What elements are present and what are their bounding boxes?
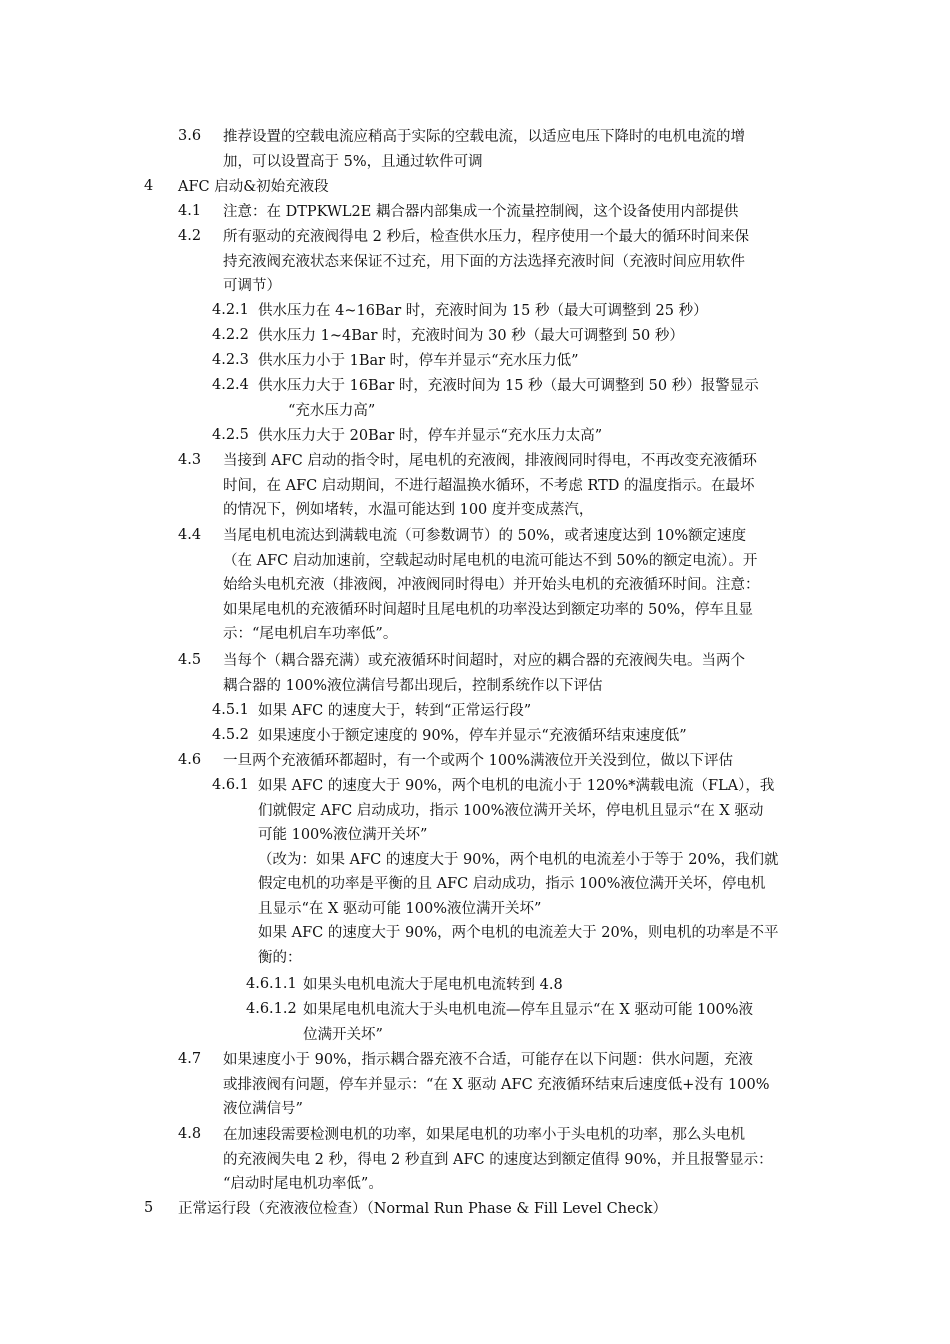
text-line: 可能 100%液位满开关坏”	[258, 827, 428, 843]
text-line: （在 AFC 启动加速前，空载起动时尾电机的电流可能达不到 50%的额定电流）。开	[223, 552, 758, 569]
item-number: 4.8	[178, 1126, 202, 1142]
item-number: 4.1	[178, 203, 202, 219]
item-text	[223, 200, 738, 225]
text-line: 如果尾电机电流大于头电机电流—停车且显示“在 X 驱动可能 100%液	[303, 1002, 754, 1018]
item-text	[223, 524, 760, 647]
text-line: 的情况下，例如堵转，水温可能达到 100 度并变成蒸汽，	[223, 502, 594, 518]
text-line: 持充液阀充液状态来保证不过充，用下面的方法选择充液时间（充液时间应用软件	[223, 253, 745, 270]
text-line: 位满开关坏”	[303, 1026, 383, 1043]
item-number: 4.5.2	[212, 727, 249, 743]
item-text	[258, 374, 759, 423]
text-line: 或排液阀有问题，停车并显示：“在 X 驱动 AFC 充液循环结束后速度低+没有 100%	[223, 1076, 770, 1093]
item-number: 4.6	[178, 752, 202, 768]
text-line: 如果 AFC 的速度大于 90%，两个电机的电流小于 120%*满载电流（FLA），我	[258, 778, 775, 794]
item-text	[303, 998, 753, 1047]
text-line: “充水压力高”	[288, 402, 376, 419]
item-number: 4.7	[178, 1051, 202, 1067]
text-line: 注意：在 DTPKWL2E 耦合器内部集成一个流量控制阀，这个设备使用内部提供	[223, 204, 739, 220]
item-number: 4.6.1.1	[246, 976, 297, 992]
text-line: 加，可以设置高于 5%，且通过软件可调	[223, 153, 483, 170]
item-text	[223, 1048, 770, 1122]
item-text	[258, 299, 708, 324]
item-number: 4.2.1	[212, 302, 249, 318]
item-text	[223, 1123, 773, 1197]
text-line: 如果速度小于 90%，指示耦合器充液不合适，可能存在以下问题：供水问题，充液	[223, 1052, 753, 1068]
text-line: 供水压力大于 20Bar 时，停车并显示“充水压力太高”	[258, 428, 603, 444]
item-text	[223, 749, 733, 774]
item-text	[223, 449, 757, 523]
text-line: 们就假定 AFC 启动成功，指示 100%液位满开关坏，停电机且显示“在 X 驱动	[258, 802, 764, 819]
item-text	[258, 349, 579, 374]
item-number: 4.6.1.2	[246, 1001, 297, 1017]
text-line: 时间，在 AFC 启动期间，不进行超温换水循环，不考虑 RTD 的温度指示。在最坏	[223, 477, 755, 494]
item-number: 4.2	[178, 228, 202, 244]
item-number: 4.2.3	[212, 352, 249, 368]
text-line: 当尾电机电流达到满载电流（可参数调节）的 50%，或者速度达到 10%额定速度	[223, 528, 747, 544]
item-number: 4.3	[178, 452, 202, 468]
text-line: 所有驱动的充液阀得电 2 秒后，检查供水压力，程序使用一个最大的循环时间来保	[223, 229, 749, 245]
text-line: 在加速段需要检测电机的功率，如果尾电机的功率小于头电机的功率，那么头电机	[223, 1127, 745, 1143]
item-number: 4.2.2	[212, 327, 249, 343]
text-line: 衡的：	[258, 949, 302, 966]
item-text	[258, 724, 687, 749]
text-line: 示：“尾电机启车功率低”。	[223, 626, 398, 642]
text-line: AFC 启动&初始充液段	[178, 179, 329, 195]
item-text	[258, 424, 602, 449]
text-line: 正常运行段（充液液位检查）（Normal Run Phase & Fill Level Check）	[178, 1201, 668, 1217]
item-text	[223, 125, 745, 174]
item-number: 4.2.5	[212, 427, 249, 443]
text-line: 如果速度小于额定速度的 90%，停车并显示“充液循环结束速度低”	[258, 728, 687, 744]
text-line: 假定电机的功率是平衡的且 AFC 启动成功，指示 100%液位满开关坏，停电机	[258, 876, 766, 892]
item-text	[303, 973, 563, 998]
item-text	[223, 225, 749, 299]
text-line: 可调节）	[223, 278, 281, 294]
item-text	[258, 699, 531, 724]
item-number: 4.4	[178, 527, 202, 543]
text-line: 供水压力在 4~16Bar 时，充液时间为 15 秒（最大可调整到 25 秒）	[258, 303, 708, 319]
item-number: 5	[144, 1200, 154, 1216]
item-number: 3.6	[178, 128, 202, 144]
item-number: 4.2.4	[212, 377, 249, 393]
text-line: 推荐设置的空载电流应稍高于实际的空载电流，以适应电压下降时的电机电流的增	[223, 129, 745, 145]
text-line: 如果 AFC 的速度大于 90%，两个电机的电流差大于 20%，则电机的功率是不平	[258, 925, 779, 941]
text-line: 如果尾电机的充液循环时间超时且尾电机的功率没达到额定功率的 50%，停车且显	[223, 601, 753, 618]
text-line: 供水压力大于 16Bar 时，充液时间为 15 秒（最大可调整到 50 秒）报警显示	[258, 378, 759, 394]
item-number: 4.5	[178, 652, 202, 668]
text-line: “启动时尾电机功率低”。	[223, 1176, 383, 1192]
text-line: 供水压力小于 1Bar 时，停车并显示“充水压力低”	[258, 353, 579, 369]
text-line: （改为：如果 AFC 的速度大于 90%，两个电机的电流差小于等于 20%，我们就	[258, 851, 779, 868]
item-text	[223, 649, 745, 698]
item-text	[258, 324, 684, 349]
item-number: 4.5.1	[212, 702, 249, 718]
text-line: 当每个（耦合器充满）或充液循环时间超时，对应的耦合器的充液阀失电。当两个	[223, 653, 745, 669]
text-line: 供水压力 1~4Bar 时，充液时间为 30 秒（最大可调整到 50 秒）	[258, 328, 684, 344]
text-line: 始给头电机充液（排液阀，冲液阀同时得电）并开始头电机的充液循环时间。注意：	[223, 577, 760, 593]
text-line: 一旦两个充液循环都超时，有一个或两个 100%满液位开关没到位，做以下评估	[223, 753, 734, 769]
text-line: 当接到 AFC 启动的指令时，尾电机的充液阀，排液阀同时得电，不再改变充液循环	[223, 453, 757, 469]
text-line: 液位满信号”	[223, 1101, 303, 1117]
text-line: 如果头电机电流大于尾电机电流转到 4.8	[303, 977, 563, 993]
text-line: 如果 AFC 的速度大于，转到“正常运行段”	[258, 703, 532, 719]
text-line: 的充液阀失电 2 秒，得电 2 秒直到 AFC 的速度达到额定值得 90%，并且报警显示：	[223, 1151, 773, 1168]
text-line: 且显示“在 X 驱动可能 100%液位满开关坏”	[258, 900, 542, 917]
item-number: 4.6.1	[212, 777, 249, 793]
item-text	[178, 175, 329, 200]
text-line: 耦合器的 100%液位满信号都出现后，控制系统作以下评估	[223, 677, 603, 694]
item-text	[258, 774, 779, 970]
item-number: 4	[144, 178, 154, 194]
item-text	[178, 1197, 667, 1222]
